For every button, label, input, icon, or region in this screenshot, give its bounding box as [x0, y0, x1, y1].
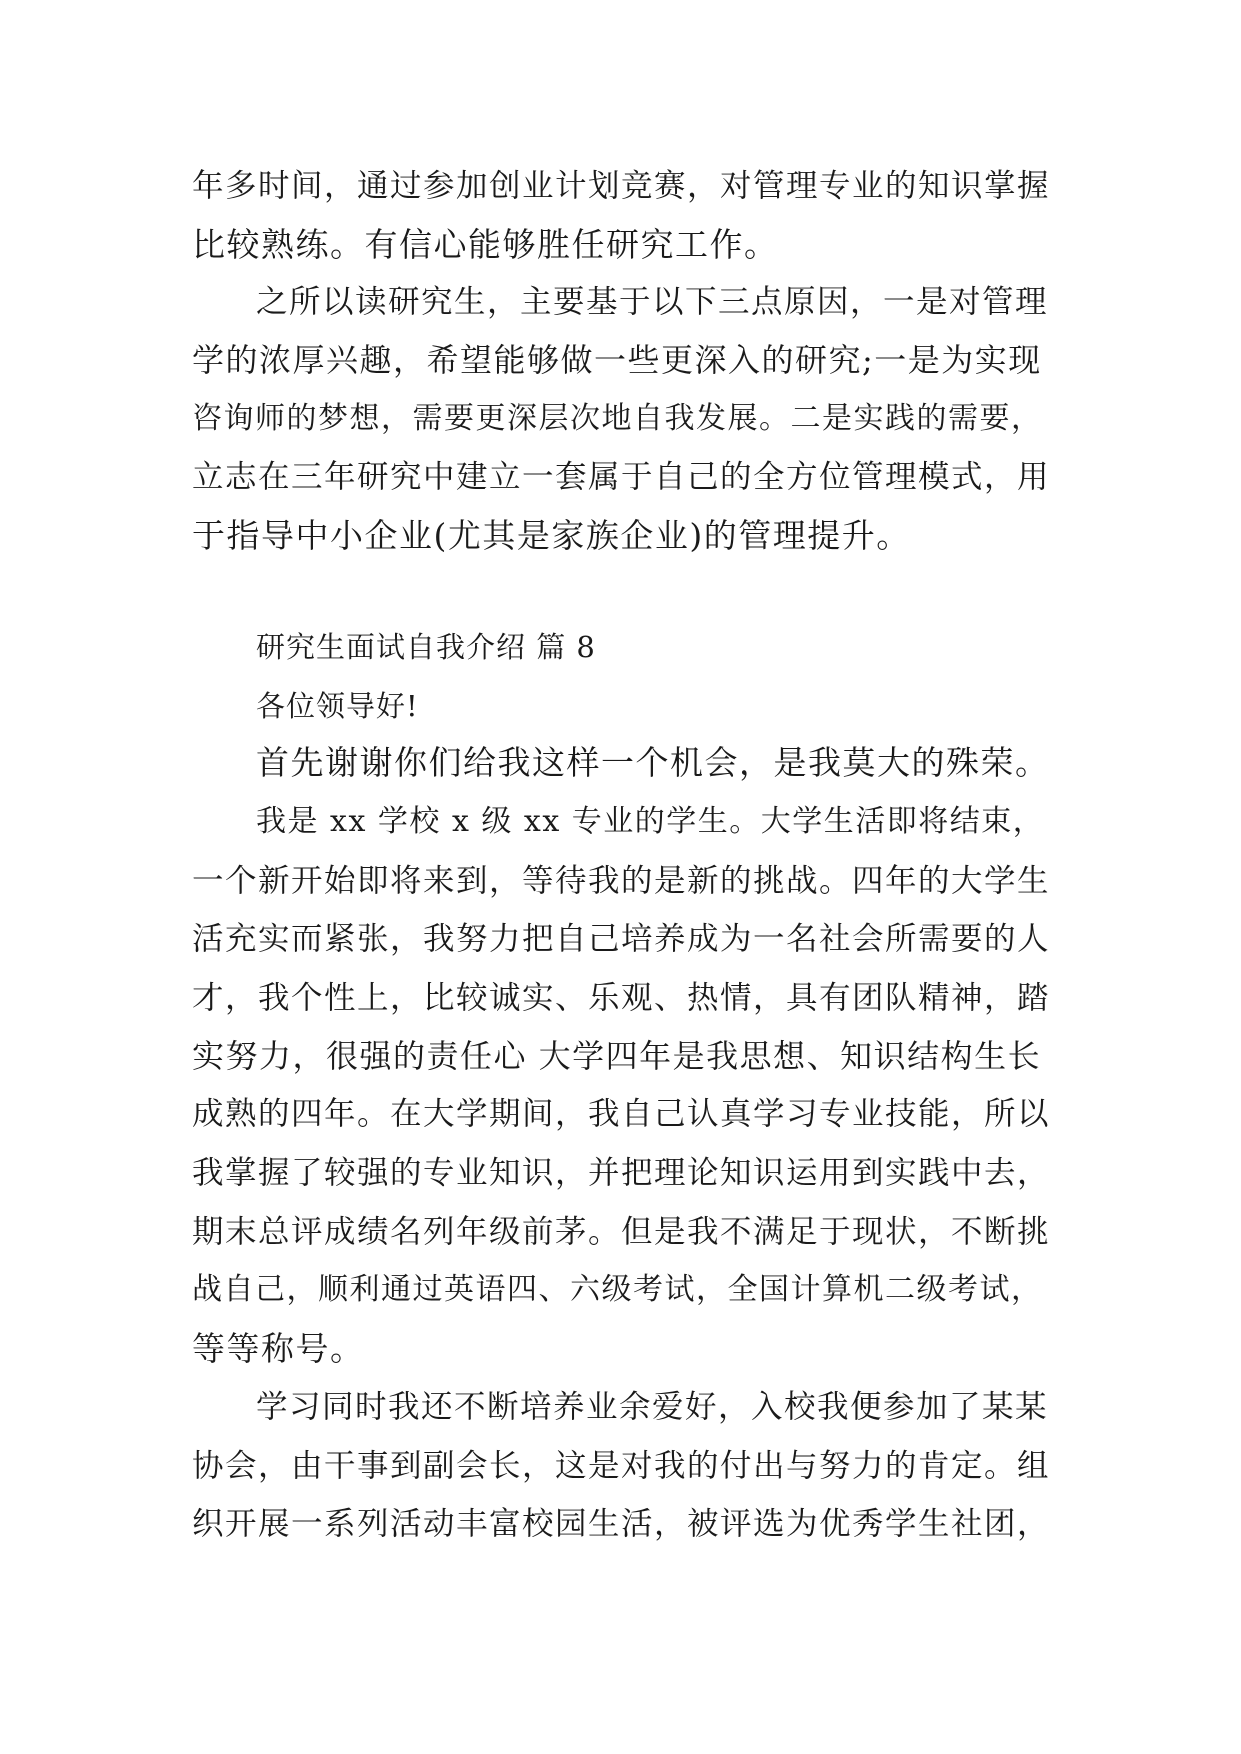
text-line: 战自己，顺利通过英语四、六级考试，全国计算机二级考试，	[192, 1272, 1043, 1307]
text-line: 一个新开始即将来到，等待我的是新的挑战。四年的大学生	[192, 863, 1051, 899]
text-line: 才，我个性上，比较诚实、乐观、热情，具有团队精神，踏	[192, 980, 1051, 1016]
greeting: 各位领导好!	[256, 689, 419, 723]
text-line: 年多时间，通过参加创业计划竞赛，对管理专业的知识掌握	[192, 168, 1051, 204]
text-line: 织开展一系列活动丰富校园生活，被评选为优秀学生社团，	[192, 1506, 1051, 1542]
text-line: 期末总评成绩名列年级前茅。但是我不满足于现状，不断挑	[192, 1214, 1051, 1250]
text-line: 我掌握了较强的专业知识，并把理论知识运用到实践中去，	[192, 1155, 1051, 1191]
text-line: 咨询师的梦想，需要更深层次地自我发展。二是实践的需要，	[192, 401, 1043, 436]
text-line: 立志在三年研究中建立一套属于自己的全方位管理模式，用	[192, 459, 1051, 495]
section-heading: 研究生面试自我介绍 篇 8	[256, 630, 596, 664]
text-line: 于指导中小企业(尤其是家族企业)的管理提升。	[192, 516, 911, 555]
text-line: 协会，由干事到副会长，这是对我的付出与努力的肯定。组	[192, 1448, 1051, 1484]
text-line: 成熟的四年。在大学期间，我自己认真学习专业技能，所以	[192, 1096, 1051, 1132]
text-line: 我是 xx 学校 x 级 xx 专业的学生。大学生活即将结束，	[256, 804, 1045, 839]
text-line: 比较熟练。有信心能够胜任研究工作。	[192, 225, 779, 264]
text-line: 活充实而紧张，我努力把自己培养成为一名社会所需要的人	[192, 921, 1051, 957]
text-line: 首先谢谢你们给我这样一个机会，是我莫大的殊荣。	[256, 743, 1050, 782]
text-line: 实努力，很强的责任心 大学四年是我思想、知识结构生长	[192, 1037, 1042, 1075]
text-line: 学习同时我还不断培养业余爱好，入校我便参加了某某	[256, 1389, 1049, 1425]
text-line: 之所以读研究生，主要基于以下三点原因，一是对管理	[256, 284, 1049, 320]
text-line: 学的浓厚兴趣，希望能够做一些更深入的研究;一是为实现	[192, 341, 1042, 379]
text-line: 等等称号。	[192, 1329, 365, 1368]
